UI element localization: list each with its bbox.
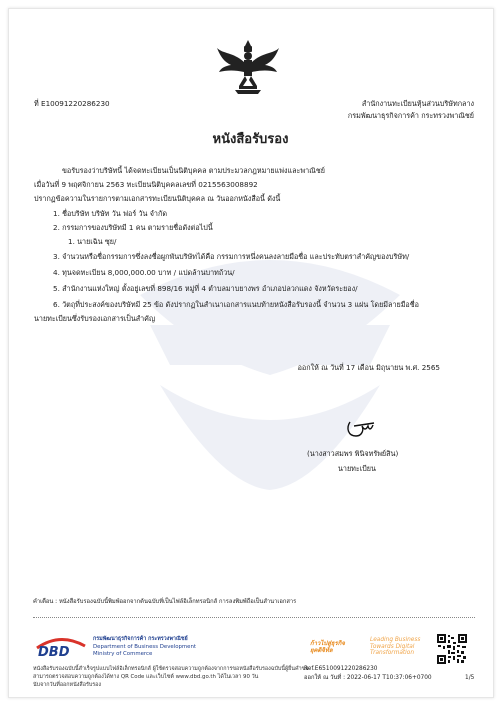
tagline-en-3: Transformation: [370, 650, 414, 657]
footer-warning: คำเตือน : หนังสือรับรองฉบับนี้พิมพ์ออกจากต้นฉบับที่เป็นไฟล์อิเล็กทรอนิกส์ การลงพิมพ์ถือเป็นสำนาเอกสาร: [33, 599, 297, 605]
document-number: ที่ E10091220286230: [34, 99, 110, 108]
tagline-th-1: ก้าวไปสู่ธุรกิจ: [310, 640, 345, 647]
qr-code-icon: [437, 634, 467, 664]
dbd-logo-icon: [33, 634, 88, 658]
item-registered-capital: 4. ทุนจดทะเบียน 8,000,000.00 บาท / แปดล้านบาทถ้วน/: [53, 268, 235, 277]
registrar-signature: [344, 418, 378, 440]
dbd-logo-text: DBD: [38, 645, 70, 658]
issue-date: ออกให้ ณ วันที่ 17 เดือน มิถุนายน พ.ศ. 2565: [297, 363, 440, 372]
print-timestamp: ออกให้ ณ วันที่ : 2022-06-17 T10:37:06+0700: [304, 675, 432, 681]
item-director-name: 1. นายเฉิน ซุย/: [68, 237, 117, 246]
registrar-name: (นางสาวสมพร พินิจทรัพย์สิน): [307, 449, 399, 458]
tagline-th: [310, 641, 345, 654]
item-directors: 2. กรรมการของบริษัทมี 1 คน ตามรายชื่อดังต่อไปนี้: [53, 223, 213, 232]
agency-name-en2: Ministry of Commerce: [93, 651, 153, 657]
footer-divider: [33, 617, 475, 618]
tagline-th-2: ยุคดิจิทัล: [310, 646, 333, 654]
tagline-en-2: Towards Digital: [370, 643, 415, 650]
office-name-line1: สำนักงานทะเบียนหุ้นส่วนบริษัทกลาง: [361, 99, 474, 108]
footer-note-line2: สามารถตรวจสอบความถูกต้องได้ทาง QR Code และเว็บไซต์ www.dbd.go.th ได้ในเวลา 90 วัน: [33, 674, 259, 680]
footer-note-line3: นับจากวันที่ออกหนังสือรับรอง: [33, 682, 102, 688]
item-objectives-line2: นายทะเบียนซึ่งรับรองเอกสารเป็นสำคัญ: [34, 314, 156, 323]
page-number: 1/5: [465, 675, 475, 681]
tagline-en-1: Leading Business: [370, 637, 421, 643]
item-company-name: 1. ชื่อบริษัท บริษัท วัน ฟอร์ วัน จำกัด: [53, 209, 167, 218]
reference-number: Ref.E6510091220286230: [304, 666, 378, 672]
office-name-line2: กรมพัฒนาธุรกิจการค้า กระทรวงพาณิชย์: [347, 111, 474, 120]
item-head-office: 5. สำนักงานแห่งใหญ่ ตั้งอยู่เลขที่ 898/16 หมู่ที่ 4 ตำบลมาบยางพร อำเภอปลวกแดง จังหวัดระยอง/: [53, 284, 358, 293]
garuda-emblem-icon: [215, 38, 281, 96]
paragraph-registration-date: เมื่อวันที่ 9 พฤศจิกายน 2563 ทะเบียนนิติบุคคลเลขที่ 0215563008892: [34, 180, 258, 189]
paragraph-details-intro: ปรากฏข้อความในรายการตามเอกสารทะเบียนนิติบุคคล ณ วันออกหนังสือนี้ ดังนี้: [34, 194, 281, 203]
agency-name-en1: Department of Business Development: [93, 644, 197, 650]
tagline-en: [370, 637, 420, 657]
footer-note-line1: หนังสือรับรองฉบับนี้สำเร็จรูปแบบไฟล์อิเล็กทรอนิกส์ ผู้ใช้ตรวจสอบความถูกต้องจากการขอหนังสือรับรองฉบับนี้ผู้ยื่นคำขอ: [33, 666, 309, 672]
agency-name-th: กรมพัฒนาธุรกิจการค้า กระทรวงพาณิชย์: [93, 636, 188, 642]
item-objectives-line1: 6. วัตถุที่ประสงค์ของบริษัทมี 25 ข้อ ดังปรากฏในสำเนาเอกสารแนบท้ายหนังสือรับรองนี้ จำนวน 3 แผ่น โดยมีลายมือชื่อ: [53, 300, 419, 309]
paragraph-certify: ขอรับรองว่าบริษัทนี้ ได้จดทะเบียนเป็นนิติบุคคล ตามประมวลกฎหมายแพ่งและพาณิชย์: [62, 166, 325, 175]
registrar-title: นายทะเบียน: [338, 464, 376, 473]
document-title: หนังสือรับรอง: [212, 132, 289, 147]
item-signing-authority: 3. จำนวนหรือชื่อกรรมการซึ่งลงชื่อผูกพันบริษัทได้คือ กรรมการหนึ่งคนลงลายมือชื่อ และประทับตราสำคัญของบริษัท/: [53, 252, 410, 261]
